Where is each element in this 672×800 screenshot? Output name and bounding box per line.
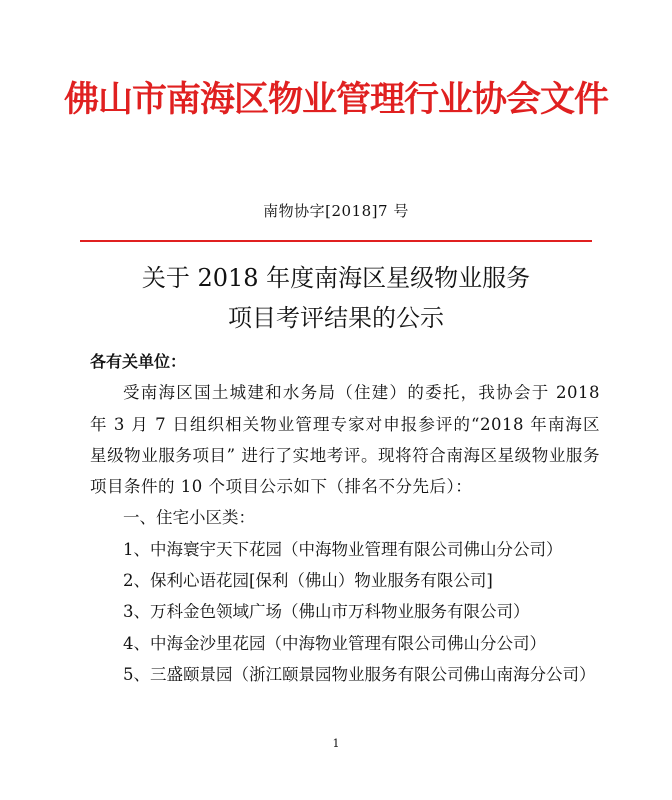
issuer-header-title: 佛山市南海区物业管理行业协会文件: [63, 79, 608, 120]
list-item: 5、三盛颐景园（浙江颐景园物业服务有限公司佛山南海分公司）: [123, 664, 596, 684]
page-number: 1: [332, 737, 340, 750]
document-body: [90, 346, 600, 690]
list-item: 3、万科金色领域广场（佛山市万科物业服务有限公司）: [123, 602, 530, 622]
section-heading-residential: 一、住宅小区类：: [123, 508, 255, 528]
header-divider: [80, 240, 592, 242]
document-title-line-1: 关于 2018 年度南海区星级物业服务: [141, 264, 531, 292]
salutation: 各有关单位：: [90, 352, 187, 371]
document-number: 南物协字[2018]7 号: [263, 202, 409, 220]
list-item: 2、保利心语花园[保利（佛山）物业服务有限公司]: [123, 571, 493, 591]
list-item: 1、中海寰宇天下花园（中海物业管理有限公司佛山分公司）: [123, 539, 563, 559]
intro-paragraph: 受南海区国土城建和水务局（住建）的委托，我协会于 2018 年 3 月 7 日组织相关物业管理专家对申报参评的“2018 年南海区星级物业服务项目” 进行了实地考评。现将符合南海区星级物业服务项目条件的 10 个项目公示如下（排名不分先后）：: [90, 383, 600, 497]
list-item: 4、中海金沙里花园（中海物业管理有限公司佛山分公司）: [123, 633, 546, 653]
document-title: [0, 258, 672, 338]
document-title-line-2: 项目考评结果的公示: [228, 304, 444, 332]
